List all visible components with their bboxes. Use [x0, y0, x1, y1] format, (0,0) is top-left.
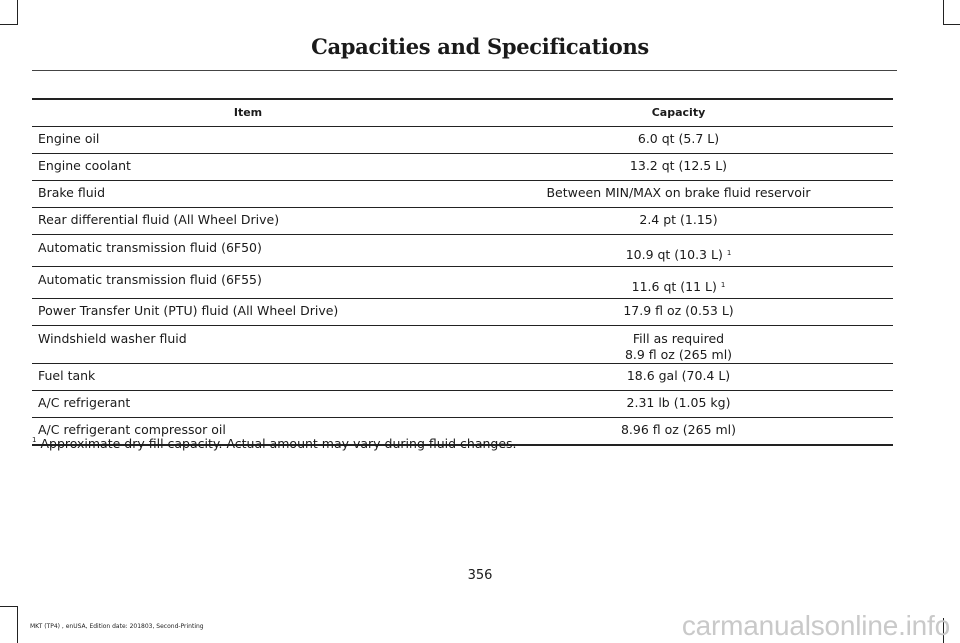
- crop-mark-top-left-v: [17, 0, 18, 24]
- item-cell: Windshield washer fluid: [32, 326, 464, 364]
- capacity-cell: 2.4 pt (1.15): [464, 208, 893, 235]
- item-cell: A/C refrigerant: [32, 391, 464, 418]
- table-row: [32, 208, 893, 235]
- capacity-cell: [464, 235, 893, 267]
- capacity-value: 10.9 qt (10.3 L): [625, 247, 723, 262]
- item-cell: Engine coolant: [32, 154, 464, 181]
- item-cell: Brake fluid: [32, 181, 464, 208]
- footnote-marker: 1: [32, 436, 37, 444]
- footnote: [32, 436, 517, 451]
- capacity-value: 11.6 qt (11 L): [631, 279, 717, 294]
- edition-info: MKT (TP4) , enUSA, Edition date: 201803, Second-Printing: [30, 623, 204, 630]
- crop-mark-top-right-v: [943, 0, 944, 24]
- capacity-value: Fill as required: [632, 331, 725, 346]
- crop-mark-top-left-h: [0, 24, 18, 25]
- item-cell: Power Transfer Unit (PTU) fluid (All Wheel Drive): [32, 299, 464, 326]
- capacity-cell: [464, 326, 893, 364]
- capacity-cell: 18.6 gal (70.4 L): [464, 364, 893, 391]
- table-row: [32, 235, 893, 267]
- item-cell: Engine oil: [32, 127, 464, 154]
- capacity-value-wrap: [626, 247, 732, 262]
- table-header-row: [32, 99, 893, 127]
- table-row: [32, 267, 893, 299]
- capacity-cell: 2.31 lb (1.05 kg): [464, 391, 893, 418]
- column-header-item: Item: [32, 99, 464, 127]
- capacity-value-wrap: [632, 279, 726, 294]
- item-cell: Fuel tank: [32, 364, 464, 391]
- item-cell: Automatic transmission fluid (6F50): [32, 235, 464, 267]
- item-cell: Automatic transmission fluid (6F55): [32, 267, 464, 299]
- page-title: Capacities and Specifications: [311, 34, 649, 59]
- table-row: [32, 181, 893, 208]
- capacity-cell: 13.2 qt (12.5 L): [464, 154, 893, 181]
- table-row: [32, 391, 893, 418]
- capacity-cell: 8.96 fl oz (265 ml): [464, 418, 893, 445]
- footnote-marker: 1: [726, 249, 732, 257]
- capacity-cell: 17.9 fl oz (0.53 L): [464, 299, 893, 326]
- title-divider: [32, 70, 897, 71]
- footnote-marker: 1: [720, 281, 726, 289]
- crop-mark-bottom-left-v: [17, 606, 18, 643]
- table-row: [32, 364, 893, 391]
- capacity-cell: 6.0 qt (5.7 L): [464, 127, 893, 154]
- item-cell: Rear differential fluid (All Wheel Drive): [32, 208, 464, 235]
- table-row: [32, 154, 893, 181]
- crop-mark-top-right-h: [943, 24, 960, 25]
- crop-mark-bottom-left-h: [0, 606, 18, 607]
- table-row: [32, 127, 893, 154]
- footnote-text: Approximate dry fill capacity. Actual amount may vary during fluid changes.: [40, 436, 517, 451]
- column-header-capacity: Capacity: [464, 99, 893, 127]
- watermark: carmanualsonline.info: [681, 610, 950, 641]
- page-number: 356: [467, 568, 493, 583]
- capacities-table: [32, 98, 893, 446]
- table-row: [32, 326, 893, 364]
- capacity-cell: [464, 267, 893, 299]
- capacity-value-secondary: 8.9 fl oz (265 ml): [624, 347, 733, 362]
- capacity-cell: Between MIN/MAX on brake fluid reservoir: [464, 181, 893, 208]
- item-cell: A/C refrigerant compressor oil: [32, 418, 464, 445]
- table-row: [32, 299, 893, 326]
